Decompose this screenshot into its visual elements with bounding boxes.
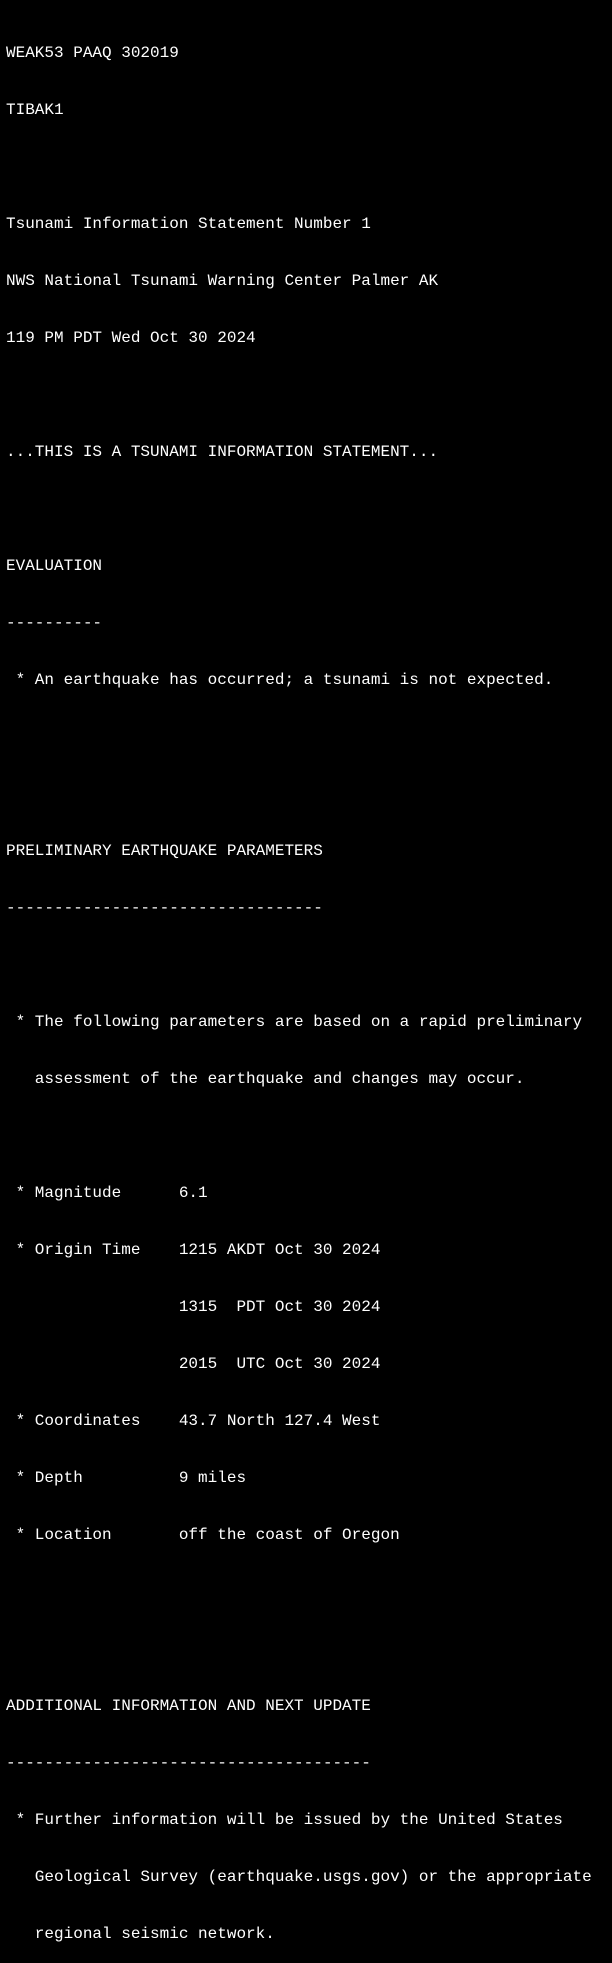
parameters-note-continued: assessment of the earthquake and changes may occur. (6, 1070, 525, 1088)
magnitude-row: * Magnitude 6.1 (6, 1184, 208, 1202)
blank-line (6, 158, 612, 177)
section-underline: -------------------------------------- (6, 1754, 371, 1772)
blank-line (6, 1640, 612, 1659)
additional-info-continued: Geological Survey (earthquake.usgs.gov) or the appropriate (6, 1868, 592, 1886)
section-underline: ---------- (6, 614, 103, 632)
statement-headline: ...THIS IS A TSUNAMI INFORMATION STATEMENT... (6, 443, 439, 461)
parameters-note: * The following parameters are based on a rapid preliminary (6, 1013, 583, 1031)
additional-info-continued: regional seismic network. (6, 1925, 275, 1943)
blank-line (6, 386, 612, 405)
issue-time: 119 PM PDT Wed Oct 30 2024 (6, 329, 256, 347)
blank-line (6, 785, 612, 804)
blank-line (6, 728, 612, 747)
section-heading-additional-info: ADDITIONAL INFORMATION AND NEXT UPDATE (6, 1697, 371, 1715)
blank-line (6, 1127, 612, 1146)
coordinates-row: * Coordinates 43.7 North 127.4 West (6, 1412, 381, 1430)
wmo-header: WEAK53 PAAQ 302019 (6, 44, 179, 62)
blank-line (6, 500, 612, 519)
origin-time-row: * Origin Time 1215 AKDT Oct 30 2024 (6, 1241, 381, 1259)
blank-line (6, 956, 612, 975)
issuing-office: NWS National Tsunami Warning Center Palmer AK (6, 272, 439, 290)
section-heading-evaluation: EVALUATION (6, 557, 103, 575)
depth-row: * Depth 9 miles (6, 1469, 247, 1487)
awips-id: TIBAK1 (6, 101, 64, 119)
statement-title: Tsunami Information Statement Number 1 (6, 215, 371, 233)
origin-time-pdt: 1315 PDT Oct 30 2024 (6, 1298, 381, 1316)
blank-line (6, 1583, 612, 1602)
evaluation-bullet: * An earthquake has occurred; a tsunami is not expected. (6, 671, 554, 689)
section-underline: --------------------------------- (6, 899, 323, 917)
origin-time-utc: 2015 UTC Oct 30 2024 (6, 1355, 381, 1373)
location-row: * Location off the coast of Oregon (6, 1526, 400, 1544)
section-heading-parameters: PRELIMINARY EARTHQUAKE PARAMETERS (6, 842, 323, 860)
additional-info-bullet: * Further information will be issued by the United States (6, 1811, 563, 1829)
